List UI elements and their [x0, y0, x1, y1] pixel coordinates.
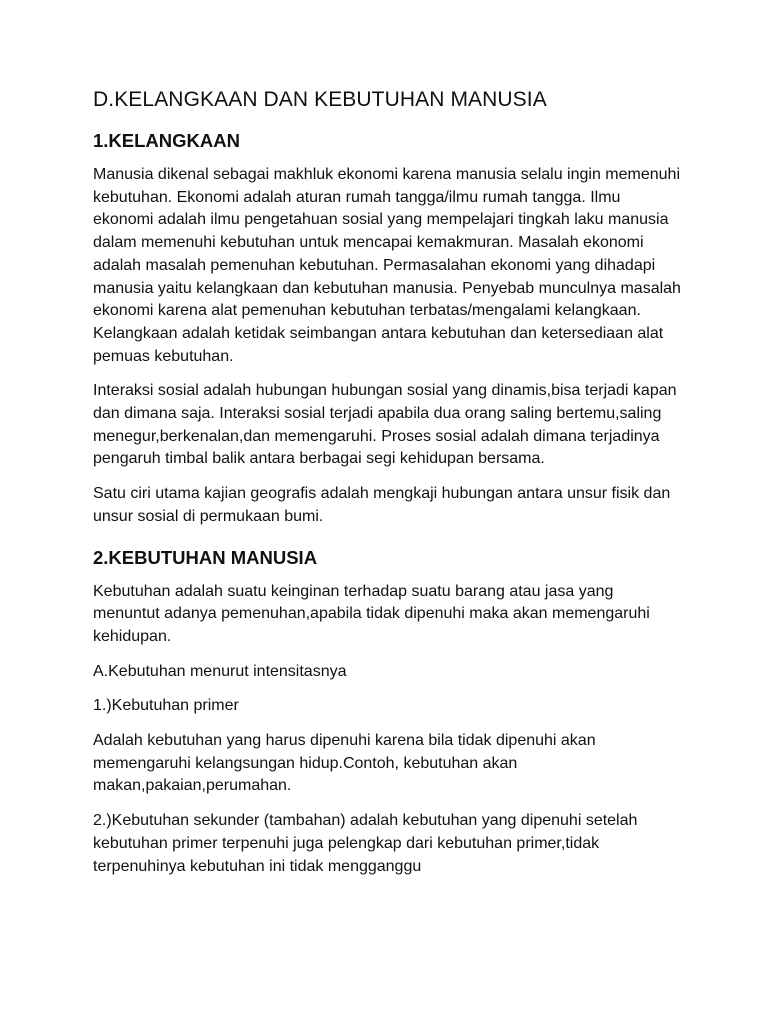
document-title: D.KELANGKAAN DAN KEBUTUHAN MANUSIA [93, 88, 547, 111]
section-heading-kelangkaan: 1.KELANGKAAN [93, 130, 240, 151]
paragraph-kebutuhan-definition: Kebutuhan adalah suatu keinginan terhadap suatu barang atau jasa yang menuntut adanya pemenuhan,apabila tidak dipenuhi maka akan memengaruhi kehidupan. [93, 582, 650, 645]
paragraph-kelangkaan-definition: Manusia dikenal sebagai makhluk ekonomi karena manusia selalu ingin memenuhi kebutuhan. Ekonomi adalah aturan rumah tangga/ilmu rumah tangga. Ilmu ekonomi adalah ilmu pengetahuan sosial yang mempelajari tingkah laku manusia dalam memenuhi kebutuhan untuk mencapai kemakmuran. Masalah ekonomi adalah masalah pemenuhan kebutuhan. Permasalahan ekonomi yang dihadapi manusia yaitu kelangkaan dan kebutuhan manusia. Penyebab munculnya masalah ekonomi karena alat pemenuhan kebutuhan terbatas/mengalami kelangkaan. Kelangkaan adalah ketidak seimbangan antara kebutuhan dan ketersediaan alat pemuas kebutuhan. [93, 166, 681, 365]
paragraph-kebutuhan-sekunder: 2.)Kebutuhan sekunder (tambahan) adalah kebutuhan yang dipenuhi setelah kebutuhan primer terpenuhi juga pelengkap dari kebutuhan primer,tidak terpenuhinya kebutuhan ini tidak mengganggu [93, 812, 638, 875]
paragraph-interaksi-sosial: Interaksi sosial adalah hubungan hubungan sosial yang dinamis,bisa terjadi kapan dan dimana saja. Interaksi sosial terjadi apabila dua orang saling bertemu,saling menegur,berkenalan,dan memengaruhi. Proses sosial adalah dimana terjadinya pengaruh timbal balik antara berbagai segi kehidupan bersama. [93, 382, 677, 468]
paragraph-kebutuhan-primer: Adalah kebutuhan yang harus dipenuhi karena bila tidak dipenuhi akan memengaruhi kelangsungan hidup.Contoh, kebutuhan akan makan,pakaian,perumahan. [93, 732, 596, 795]
document-page [93, 86, 683, 890]
section-heading-kebutuhan-manusia: 2.KEBUTUHAN MANUSIA [93, 546, 318, 568]
paragraph-kajian-geografis: Satu ciri utama kajian geografis adalah mengkaji hubungan antara unsur fisik dan unsur sosial di permukaan bumi. [93, 485, 671, 525]
subheading-intensitas: A.Kebutuhan menurut intensitasnya [93, 662, 347, 680]
subheading-kebutuhan-primer: 1.)Kebutuhan primer [93, 697, 239, 715]
